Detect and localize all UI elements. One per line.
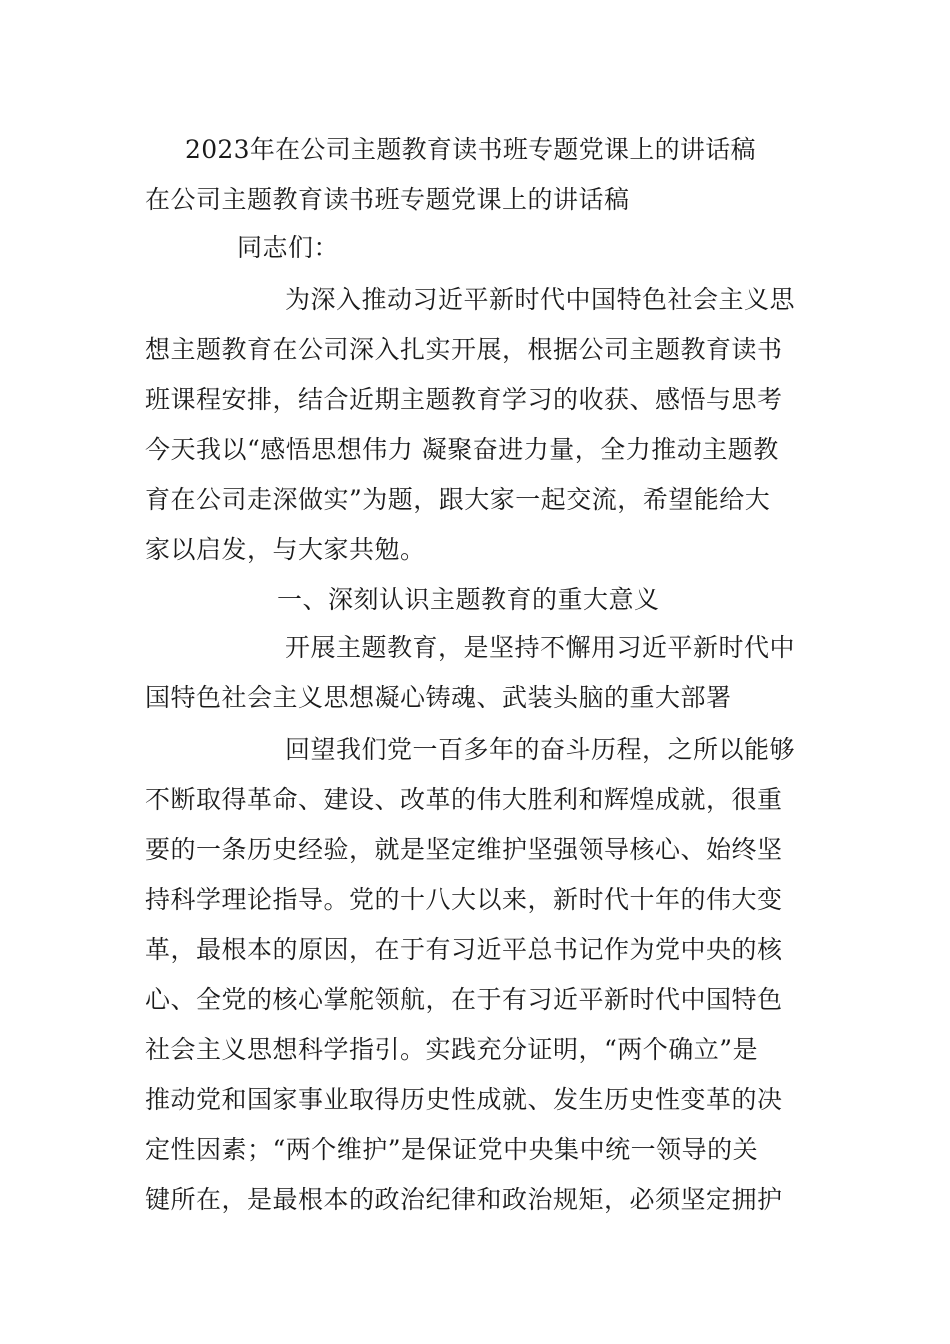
document-subtitle: 在公司主题教育读书班专题党课上的讲话稿 <box>145 185 630 214</box>
section-body-paragraph <box>145 735 805 1235</box>
paragraph-line: 社会主义思想科学指引。实践充分证明，“两个确立”是 <box>145 1035 759 1064</box>
paragraph-line: 国特色社会主义思想凝心铸魂、武装头脑的重大部署 <box>145 683 732 712</box>
paragraph-line: 心、全党的核心掌舵领航，在于有习近平新时代中国特色 <box>145 985 783 1014</box>
document-title: 2023年在公司主题教育读书班专题党课上的讲话稿 <box>185 135 756 164</box>
intro-paragraph <box>145 285 805 585</box>
section-lead-paragraph <box>145 633 805 733</box>
paragraph-line: 回望我们党一百多年的奋斗历程，之所以能够 <box>285 735 796 764</box>
paragraph-line: 持科学理论指导。党的十八大以来，新时代十年的伟大变 <box>145 885 783 914</box>
paragraph-line: 开展主题教育，是坚持不懈用习近平新时代中 <box>285 633 796 662</box>
paragraph-line: 定性因素；“两个维护”是保证党中央集中统一领导的关 <box>145 1135 759 1164</box>
paragraph-line: 班课程安排，结合近期主题教育学习的收获、感悟与思考 <box>145 385 783 414</box>
paragraph-line: 为深入推动习近平新时代中国特色社会主义思 <box>285 285 796 314</box>
paragraph-line: 今天我以“感悟思想伟力 凝聚奋进力量，全力推动主题教 <box>145 435 779 464</box>
paragraph-line: 推动党和国家事业取得历史性成就、发生历史性变革的决 <box>145 1085 783 1114</box>
paragraph-line: 要的一条历史经验，就是坚定维护坚强领导核心、始终坚 <box>145 835 783 864</box>
salutation: 同志们： <box>237 233 340 262</box>
paragraph-line: 键所在，是最根本的政治纪律和政治规矩，必须坚定拥护 <box>145 1185 783 1214</box>
paragraph-line: 家以启发，与大家共勉。 <box>145 535 426 564</box>
paragraph-line: 育在公司走深做实”为题，跟大家一起交流，希望能给大 <box>145 485 771 514</box>
paragraph-line: 不断取得革命、建设、改革的伟大胜利和辉煌成就，很重 <box>145 785 783 814</box>
paragraph-line: 革，最根本的原因，在于有习近平总书记作为党中央的核 <box>145 935 783 964</box>
paragraph-line: 想主题教育在公司深入扎实开展，根据公司主题教育读书 <box>145 335 783 364</box>
section-heading: 一、深刻认识主题教育的重大意义 <box>277 585 660 614</box>
